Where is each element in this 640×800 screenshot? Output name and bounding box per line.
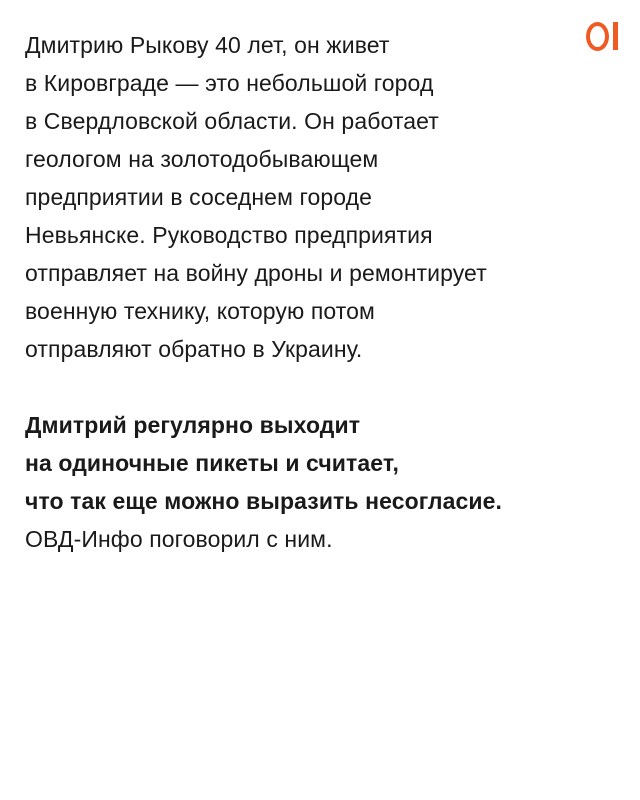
text-line: отправляют обратно в Украину. [25, 336, 363, 362]
highlight-paragraph [25, 406, 600, 558]
bold-text-line: на одиночные пикеты и считает, [25, 450, 400, 476]
bold-text-line: что так еще можно выразить несогласие. [25, 488, 502, 514]
text-line: ОВД-Инфо поговорил с ним. [25, 526, 333, 552]
bold-text-line: Дмитрий регулярно выходит [25, 412, 361, 438]
text-line: геологом на золотодобывающем [25, 146, 379, 172]
text-line: предприятии в соседнем городе [25, 184, 373, 210]
logo-bar-icon [613, 22, 618, 50]
text-line: в Кировграде — это небольшой город [25, 70, 434, 96]
text-line: Дмитрию Рыкову 40 лет, он живет [25, 32, 390, 58]
text-line: отправляет на войну дроны и ремонтирует [25, 260, 487, 286]
text-line: военную технику, которую потом [25, 298, 375, 324]
text-line: в Свердловской области. Он работает [25, 108, 439, 134]
article-text [25, 26, 600, 558]
intro-paragraph [25, 26, 600, 368]
text-line: Невьянске. Руководство предприятия [25, 222, 433, 248]
